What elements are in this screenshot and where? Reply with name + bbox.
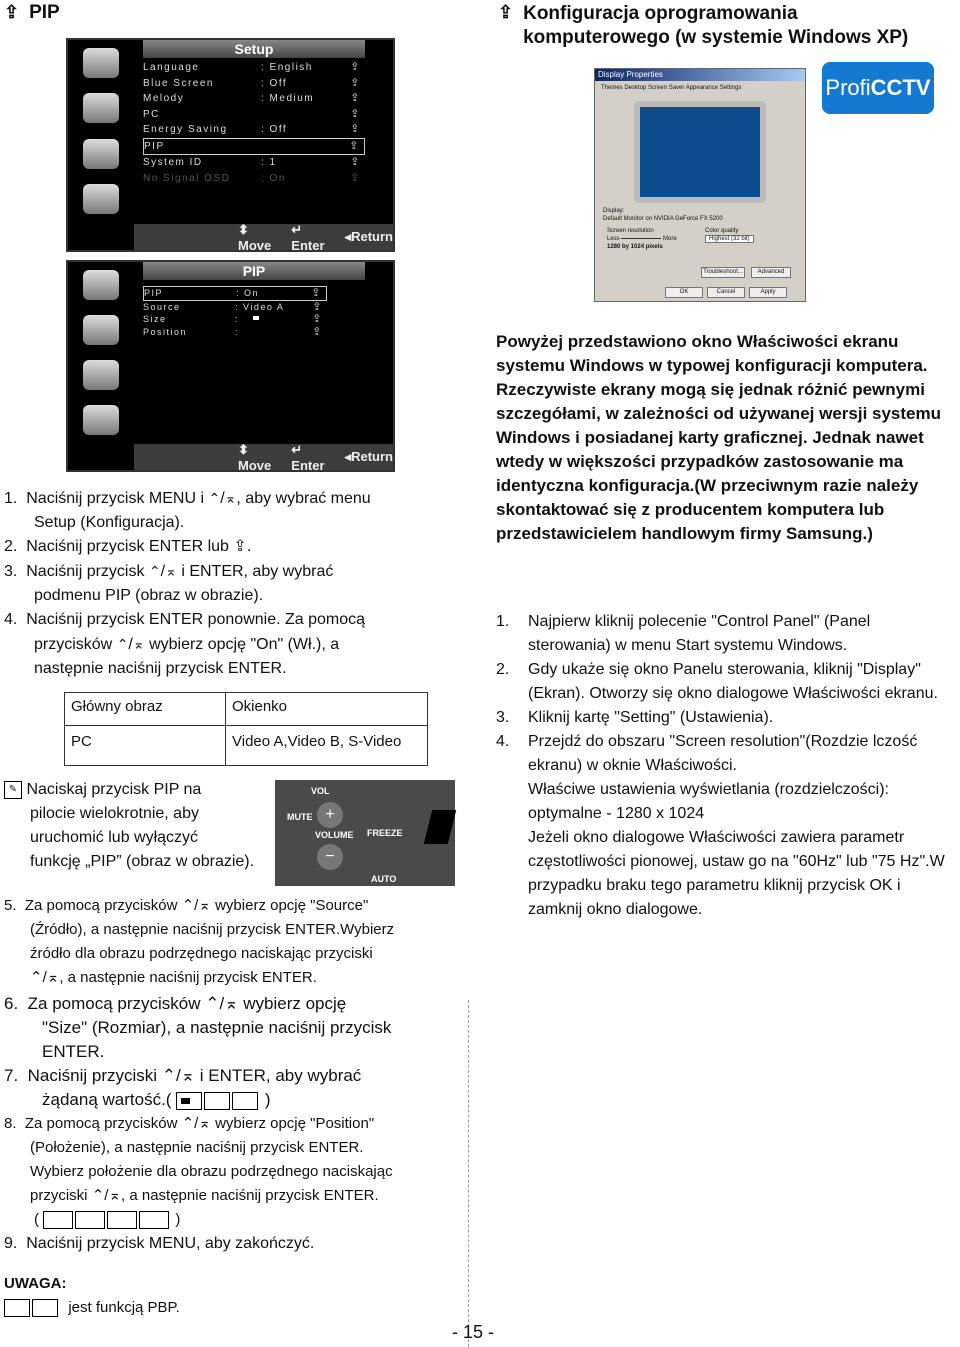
osd-side-icons — [68, 262, 134, 442]
ok-button[interactable]: OK — [665, 287, 703, 298]
arrow-icon: ⇪ — [350, 171, 361, 184]
monitor-preview — [634, 101, 766, 203]
right-steps: 1. Najpierw kliknij polecenie "Control Panel" (Panel sterowania) w menu Start systemu Windows. 2. Gdy ukaże się okno Panelu sterowania, kliknij "Display" (Ekran). Otworzy się okno dialogowe Właściwości ekranu. 3. Kliknij kartę "Setting" (Ustawienia). 4. Przejdź do obszaru "Screen resolution"(Rozdzie lczość ekranu) w oknie Właściwości. Właściwe ustawienia wyświetlania (rozdzielczości): optymalne - 1280 x 1024 Jeżeli okno dialogowe Właściwości zawiera parametr częstotliwości pionowej, ustaw go na "60Hz" lub "75 Hz".W przypadku braku tego parametru kliknij przycisk OK i zamknij okno dialogowe. — [496, 613, 945, 918]
osd-rows — [143, 60, 365, 186]
resolution-slider[interactable] — [621, 238, 661, 239]
arrow-icon: ⇪ — [350, 123, 361, 135]
more-label: More — [663, 236, 677, 242]
size-small-icon — [176, 1092, 202, 1110]
column-divider — [468, 1000, 469, 1347]
osd-nav-bar — [134, 221, 393, 253]
position-icon — [75, 1211, 105, 1229]
arrow-icon: ⇪ — [350, 107, 361, 120]
osd-row-selected[interactable]: PIP : On ⇪ — [143, 286, 327, 301]
up-down-arrow-icon: ⌃ — [116, 636, 129, 652]
section-title: PIP — [29, 2, 60, 23]
table-header: Główny obraz — [71, 698, 163, 715]
up-down-arrow-icon: ⌃ — [161, 1066, 177, 1085]
updown-icon: ⬍ — [238, 221, 249, 237]
left-icon: ◂ — [344, 229, 352, 244]
up-down-arrow-icon: ⌃ — [181, 897, 195, 914]
arrow-icon: ⇪ — [350, 61, 361, 73]
osd-row[interactable]: Blue Screen : Off ⇪ — [143, 76, 365, 92]
setup-gear-icon — [83, 360, 119, 390]
arrow-icon: ⇪ — [312, 325, 323, 338]
up-down-arrow-icon: ⌃ — [205, 994, 220, 1013]
osd-row[interactable]: Position : ⇪ — [143, 325, 323, 338]
sound-icon — [83, 315, 119, 345]
uwaga-title: UWAGA: — [4, 1275, 67, 1292]
osd-row[interactable]: Melody : Medium ⇪ — [143, 91, 365, 107]
note-icon: ✎ — [4, 781, 22, 799]
minus-icon: − — [317, 844, 343, 870]
steps-5-9: 5. Za pomocą przycisków ⌃/⌅ wybierz opcję "Source" (Źródło), a następnie naciśnij przycisk ENTER.Wybierz źródło dla obrazu podrzędnego naciskając przyciski ⌃/⌅, a następnie naciśnij przycisk ENTER. 6. Za pomocą przycisków ⌃/⌅ wybierz opcję "Size" (Rozmiar), a następnie naciśnij przycisk ENTER. 7. Naciśnij przyciski ⌃/⌅ i ENTER, aby wybrać żądaną wartość.( ) 8. Za pomocą przycisków ⌃/⌅ wybierz opcję "Position" (Położenie), a następnie naciśnij przycisk ENTER. Wybierz położenie dla obrazu podrzędnego naciskając przyciski ⌃/⌅, a następnie naciśnij przycisk ENTER. ( ) 9. Naciśnij przycisk MENU, aby zakończyć. — [4, 897, 395, 1252]
up-down-arrow-icon: ⌅ — [108, 1187, 122, 1204]
enter-hint: ↵ Enter — [291, 441, 325, 473]
pip-icon: ⇪ — [233, 538, 247, 555]
osd-row[interactable]: Size : ⇪ — [143, 313, 323, 325]
quality-label: Color quality — [705, 228, 739, 234]
uwaga-text: jest funkcją PBP. — [68, 1299, 180, 1316]
osd-row[interactable]: Energy Saving : Off ⇪ — [143, 122, 365, 138]
up-down-arrow-icon: ⌃ — [30, 969, 43, 986]
up-down-arrow-icon: ⌃ — [91, 1187, 105, 1204]
pip-icon: ⇪ — [498, 2, 514, 22]
plus-icon: + — [317, 802, 343, 828]
steps-1-4: 1. Naciśnij przycisk MENU i ⌃/⌅, aby wybrać menu Setup (Konfiguracja). 2. Naciśnij przycisk ENTER lub ⇪. 3. Naciśnij przycisk ⌃/⌅ i ENTER, aby wybrać podmenu PIP (obraz w obrazie). 4. Naciśnij przycisk ENTER ponownie. Za pomocą przycisków ⌃/⌅ wybierz opcję "On" (Wł.), a następnie naciśnij przycisk ENTER. — [4, 490, 371, 677]
osd-rows — [143, 286, 327, 338]
up-down-arrow-icon: ⌅ — [165, 563, 177, 579]
less-label: Less — [607, 236, 620, 242]
cancel-button[interactable]: Cancel — [707, 287, 745, 298]
picture-icon — [83, 270, 119, 300]
osd-row[interactable]: PC ⇪ — [143, 107, 365, 123]
osd-title: Setup — [143, 40, 365, 58]
up-down-arrow-icon: ⌅ — [198, 897, 211, 914]
input-plug-icon — [83, 405, 119, 435]
osd-row-selected[interactable]: PIP ⇪ — [143, 138, 365, 156]
setup-gear-icon — [83, 139, 119, 169]
up-down-arrow-icon: ⌅ — [224, 994, 239, 1013]
arrow-icon: ⇪ — [311, 287, 322, 299]
uwaga-note — [4, 1272, 180, 1320]
quality-select[interactable]: Highest (32 bit) — [705, 235, 754, 243]
table-header: Okienko — [232, 698, 288, 715]
up-down-arrow-icon: ⌅ — [198, 1115, 211, 1132]
window-title: Display Properties — [595, 69, 805, 81]
return-hint: ◂Return — [344, 449, 393, 464]
table-cell: PC — [71, 733, 92, 750]
up-down-arrow-icon: ⌃ — [148, 563, 161, 579]
up-down-arrow-icon: ⌅ — [224, 490, 237, 506]
return-hint: ◂Return — [344, 229, 393, 244]
osd-nav-bar — [134, 441, 393, 473]
osd-title: PIP — [143, 262, 365, 280]
table-cell: Video A,Video B, S-Video — [232, 733, 402, 750]
pbp-icon — [4, 1299, 30, 1317]
size-double-icon — [204, 1092, 230, 1110]
up-down-arrow-icon: ⌅ — [132, 636, 145, 652]
apply-button[interactable]: Apply — [749, 287, 787, 298]
up-down-arrow-icon: ⌅ — [46, 969, 60, 986]
arrow-icon: ⇪ — [350, 92, 361, 104]
size-double-icon — [232, 1092, 258, 1110]
move-hint: ⬍ Move — [238, 221, 272, 253]
move-hint: ⬍ Move — [238, 441, 272, 473]
updown-icon: ⬍ — [238, 441, 249, 457]
note-block: ✎ Naciskaj przycisk PIP na pilocie wielokrotnie, aby uruchomić lub wyłączyć funkcję „PIP” (obraz w obrazie). — [4, 778, 274, 874]
proficctv-logo: Profi CCTV — [822, 62, 934, 114]
enter-icon: ↵ — [291, 221, 303, 237]
sound-icon — [83, 93, 119, 123]
pip-icon: ⇪ — [4, 2, 20, 22]
left-icon: ◂ — [344, 449, 352, 464]
position-icon — [43, 1211, 73, 1229]
arrow-icon: ⇪ — [349, 139, 360, 152]
arrow-icon: ⇪ — [312, 300, 323, 313]
pbp-icon — [32, 1299, 58, 1317]
arrow-icon: ⇪ — [350, 76, 361, 89]
pip-source-table — [64, 692, 428, 766]
pip-osd-menu — [66, 260, 395, 472]
size-small-icon — [253, 316, 259, 320]
troubleshoot-button[interactable]: Troubleshoot... — [701, 267, 745, 278]
osd-row[interactable]: System ID : 1 ⇪ — [143, 155, 365, 171]
enter-icon: ↵ — [291, 441, 303, 457]
position-icon — [139, 1211, 169, 1229]
advanced-button[interactable]: Advanced — [751, 267, 791, 278]
right-section-header — [498, 2, 908, 50]
display-value: Default Monitor on NVIDIA GeForce FX 5200 — [603, 216, 723, 222]
arrow-icon: ⇪ — [350, 156, 361, 168]
up-down-arrow-icon: ⌃ — [208, 490, 221, 506]
enter-hint: ↵ Enter — [291, 221, 325, 253]
display-label: Display: — [603, 208, 625, 214]
setup-osd-menu — [66, 38, 395, 252]
left-section-header — [4, 2, 60, 24]
header-line-2: komputerowego (w systemie Windows XP) — [523, 27, 909, 48]
osd-side-icons — [68, 40, 134, 222]
position-icon — [107, 1211, 137, 1229]
up-down-arrow-icon: ⌅ — [180, 1066, 196, 1085]
osd-row[interactable]: Language : English ⇪ — [143, 60, 365, 76]
osd-row[interactable]: No Signal OSD : On ⇪ — [143, 171, 365, 187]
window-tabs: Themes Desktop Screen Saver Appearance Settings — [601, 85, 742, 91]
header-line-1: Konfiguracja oprogramowania — [523, 3, 798, 24]
input-plug-icon — [83, 184, 119, 214]
arrow-icon: ⇪ — [312, 313, 323, 325]
page-number: - 15 - — [452, 1322, 495, 1342]
display-properties-screenshot — [594, 68, 806, 302]
resolution-label: Screen resolution — [607, 228, 654, 234]
osd-row[interactable]: Source : Video A ⇪ — [143, 300, 323, 313]
right-intro: Powyżej przedstawiono okno Właściwości ekranu systemu Windows w typowej konfiguracji komputera. Rzeczywiste ekrany mogą się jednak różnić pewnymi szczegółami, w zależności od używanej wersji systemu Windows i posiadanej karty graficznej. Jednak nawet wtedy w większości przypadków zastosowanie ma identyczna konfiguracja.(W przeciwnym razie należy skontaktować się z producentem komputera lub przedstawicielem handlowym firmy Samsung.) — [496, 332, 941, 543]
pixels-value: 1280 by 1024 pixels — [607, 244, 663, 250]
remote-control-image: VOL MUTE + VOLUME − FREEZE AUTO — [275, 780, 455, 886]
up-down-arrow-icon: ⌃ — [181, 1115, 195, 1132]
picture-icon — [83, 48, 119, 78]
